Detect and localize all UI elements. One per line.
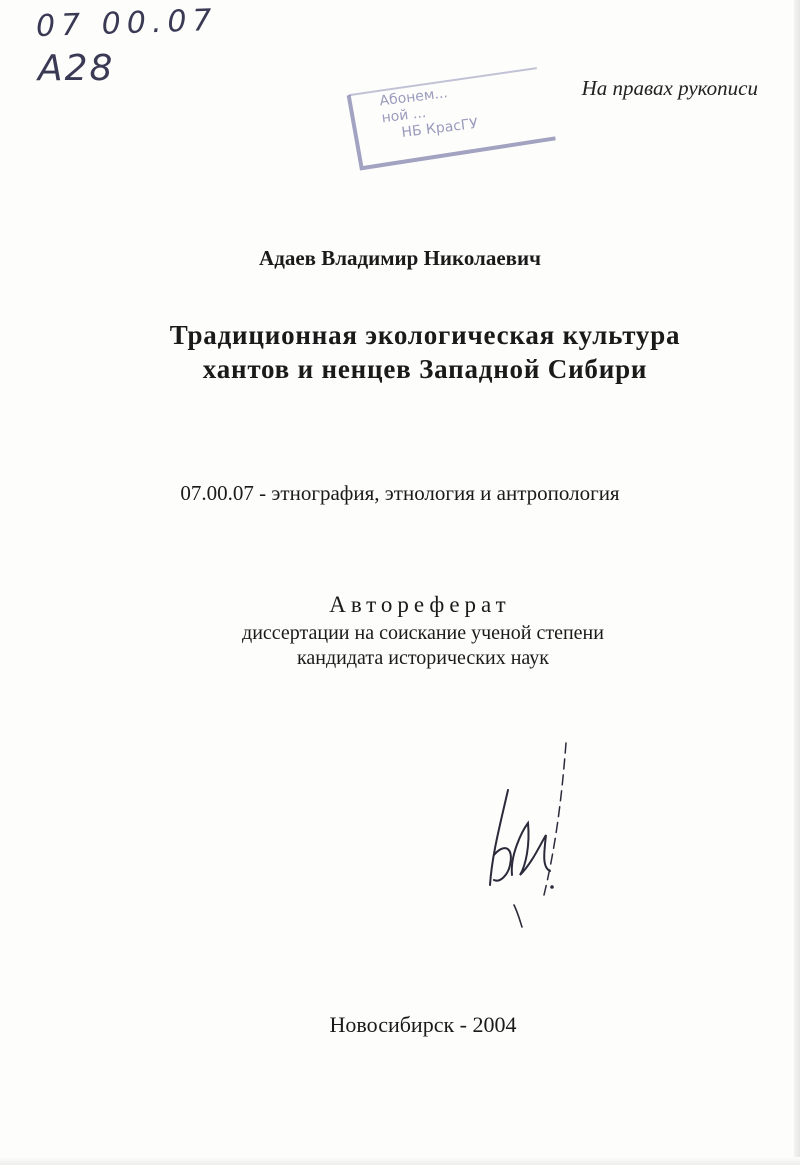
stamp-line: Абонем... <box>378 85 449 110</box>
specialty-code: 07.00.07 - этнография, этнология и антропология <box>180 481 620 505</box>
library-stamp <box>338 66 546 168</box>
title-line: хантов и ненцев Западной Сибири <box>202 354 648 384</box>
document-type: Автореферат <box>329 592 511 617</box>
stamp-line: ной ... <box>380 104 427 127</box>
handwritten-shelf-mark: A28 <box>38 48 115 89</box>
rights-note: На правах рукописи <box>581 76 758 100</box>
title-line: Традиционная экологическая культура <box>169 320 681 350</box>
page-edge-shadow <box>794 0 800 1165</box>
city-and-year: Новосибирск - 2004 <box>329 1012 517 1037</box>
handwritten-code: 07 00.07 <box>35 2 219 45</box>
stamp-line: НБ КрасГУ <box>400 115 479 141</box>
degree-line: кандидата исторических наук <box>296 647 550 669</box>
signature-drawing <box>470 735 580 935</box>
degree-description <box>0 621 800 671</box>
author-name: Адаев Владимир Николаевич <box>259 246 541 270</box>
degree-line: диссертации на соискание ученой степени <box>242 622 604 644</box>
page-bottom-shadow <box>0 1157 800 1165</box>
author-signature <box>470 735 580 935</box>
dissertation-title <box>0 318 800 386</box>
